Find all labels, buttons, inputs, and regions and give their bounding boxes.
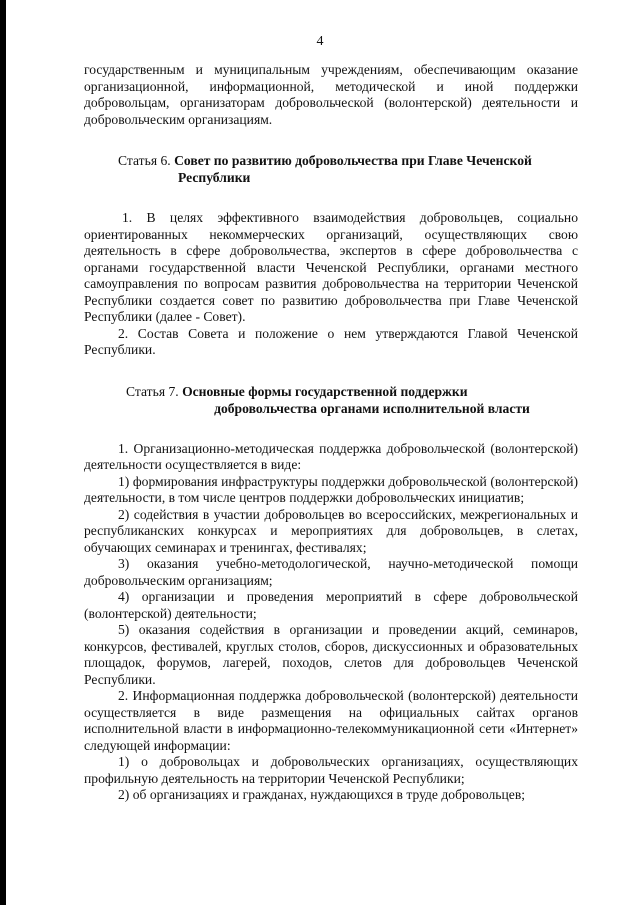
article-7-title-line1: Основные формы государственной поддержки <box>182 383 468 399</box>
article-6-title-line1: Совет по развитию добровольчества при Главе Чеченской <box>174 153 532 168</box>
document-body <box>84 62 578 804</box>
article-7-item-5: 5) оказания содействия в организации и проведении акций, семинаров, конкурсов, фестивалей, круглых столов, сборов, дискуссионных и образовательных площадок, форумов, лагерей, походов, слетов для добровольцев Чеченской Республики. <box>84 622 578 687</box>
article-6-title-line2: Республики <box>178 170 251 185</box>
page-number: 4 <box>316 34 324 49</box>
intro-paragraph: государственным и муниципальным учреждениям, обеспечивающим оказание организационной, информационной, методической и иной поддержки добровольцам, организаторам добровольческой (волонтерской) деятельности и добровольческим организациям. <box>84 62 578 127</box>
article-6-heading <box>84 152 578 186</box>
article-7-title-line2: добровольчества органами исполнительной власти <box>214 400 530 416</box>
article-6-paragraph-1: 1. В целях эффективного взаимодействия добровольцев, социально ориентированных некоммерческих организаций, осуществляющих свою деятельность в сфере добровольчества, экспертов в сфере добровольчества с органами государственной власти Чеченской Республики, органами местного самоуправления по вопросам развития добровольчества на территории Чеченской Республики создается совет по развитию добровольчества при Главе Чеченской Республики (далее - Совет). <box>84 210 578 324</box>
article-7-heading <box>84 383 578 417</box>
article-6-paragraph-2: 2. Состав Совета и положение о нем утверждаются Главой Чеченской Республики. <box>84 325 578 357</box>
article-7-sub-item-2: 2) об организациях и гражданах, нуждающихся в труде добровольцев; <box>118 787 526 802</box>
scan-edge <box>0 0 6 905</box>
article-7-item-3: 3) оказания учебно-методологической, научно-методической помощи добровольческим организациям; <box>84 556 578 588</box>
article-7-prefix: Статья 7. <box>126 383 179 399</box>
article-7-item-2: 2) содействия в участии добровольцев во всероссийских, межрегиональных и республиканских конкурсах и мероприятиях для добровольцев, в слетах, обучающих семинарах и тренингах, фестивалях; <box>84 506 578 555</box>
article-7-paragraph-2: 2. Информационная поддержка добровольческой (волонтерской) деятельности осуществляется в виде размещения на официальных сайтах органов исполнительной власти в информационно-телекоммуникационной сети «Интернет» следующей информации: <box>84 688 578 753</box>
article-7-item-1: 1) формирования инфраструктуры поддержки добровольческой (волонтерской) деятельности, в том числе центров поддержки добровольческих инициатив; <box>84 473 578 505</box>
article-7-paragraph-1: 1. Организационно-методическая поддержка добровольческой (волонтерской) деятельности осуществляется в виде: <box>84 440 578 472</box>
article-6-prefix: Статья 6. <box>118 153 171 168</box>
article-7-item-4: 4) организации и проведения мероприятий в сфере добровольческой (волонтерской) деятельности; <box>84 589 578 621</box>
article-7-sub-item-1: 1) о добровольцах и добровольческих организациях, осуществляющих профильную деятельность на территории Чеченской Республики; <box>84 754 578 786</box>
